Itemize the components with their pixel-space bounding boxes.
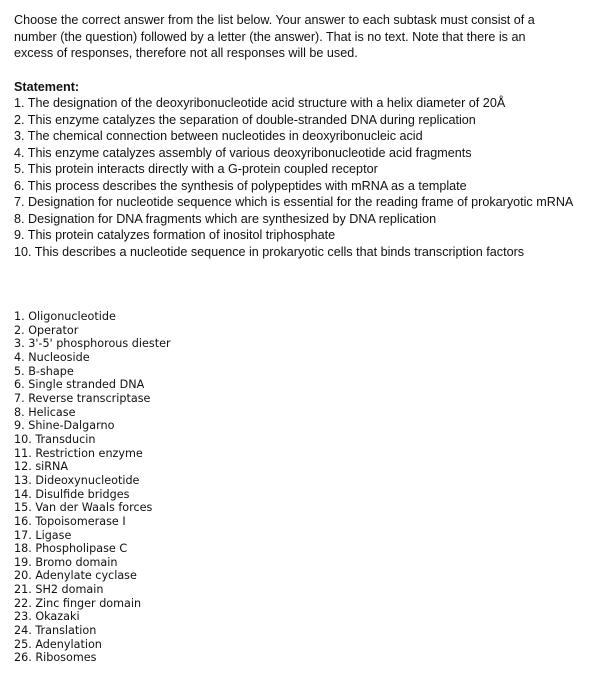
answer-option: 14. Disulfide bridges [14, 487, 130, 501]
answer-option: 18. Phospholipase C [14, 542, 128, 556]
statement-item: 4. This enzyme catalyzes assembly of various deoxyribonucleotide acid fragments [14, 145, 472, 160]
answer-option: 12. siRNA [14, 460, 69, 474]
answer-option: 20. Adenylate cyclase [14, 569, 137, 583]
answer-option: 7. Reverse transcriptase [14, 391, 151, 405]
statement-item: 1. The designation of the deoxyribonucleotide acid structure with a helix diameter of 20Å [14, 96, 506, 110]
instructions-text: Choose the correct answer from the list below. Your answer to each subtask must consist of a number (the question) followed by a letter (the answer). That is no text. Note that there is an excess of responses, therefore not all responses will be used. [14, 13, 535, 60]
answer-option: 6. Single stranded DNA [14, 378, 145, 392]
answer-options-list [14, 310, 171, 665]
answer-option: 10. Transducin [14, 432, 96, 446]
statement-heading: Statement: [14, 79, 80, 94]
answer-option: 3. 3'-5' phosphorous diester [14, 337, 171, 351]
answer-option: 16. Topoisomerase I [14, 514, 126, 528]
statement-item: 7. Designation for nucleotide sequence which is essential for the reading frame of prokaryotic mRNA [14, 195, 574, 209]
answer-option: 8. Helicase [14, 405, 76, 419]
statement-item: 8. Designation for DNA fragments which are synthesized by DNA replication [14, 211, 437, 226]
answer-option: 17. Ligase [14, 528, 72, 542]
answer-option: 22. Zinc finger domain [14, 596, 142, 610]
answer-option: 25. Adenylation [14, 637, 102, 651]
answer-option: 13. Dideoxynucleotide [14, 473, 140, 487]
answer-option: 21. SH2 domain [14, 583, 104, 597]
answer-option: 4. Nucleoside [14, 350, 90, 364]
statement-item: 5. This protein interacts directly with a G-protein coupled receptor [14, 162, 378, 176]
answer-option: 1. Oligonucleotide [14, 310, 116, 323]
statement-item: 3. The chemical connection between nucleotides in deoxyribonucleic acid [14, 129, 423, 143]
document-page [14, 12, 604, 665]
answer-option: 23. Okazaki [14, 610, 80, 624]
statement-item: 6. This process describes the synthesis of polypeptides with mRNA as a template [14, 178, 467, 193]
answer-option: 2. Operator [14, 323, 79, 337]
statement-item: 2. This enzyme catalyzes the separation of double-stranded DNA during replication [14, 112, 476, 127]
statement-list [14, 95, 574, 260]
answer-option: 5. B-shape [14, 364, 74, 378]
statement-item: 9. This protein catalyzes formation of inositol triphosphate [14, 228, 336, 242]
answer-option: 26. Ribosomes [14, 651, 97, 665]
answer-option: 19. Bromo domain [14, 555, 118, 569]
answer-option: 11. Restriction enzyme [14, 446, 143, 460]
answer-option: 15. Van der Waals forces [14, 501, 153, 515]
answer-option: 24. Translation [14, 624, 97, 638]
answer-option: 9. Shine-Dalgarno [14, 419, 115, 433]
statement-item: 10. This describes a nucleotide sequence in prokaryotic cells that binds transcription factors [14, 244, 525, 259]
